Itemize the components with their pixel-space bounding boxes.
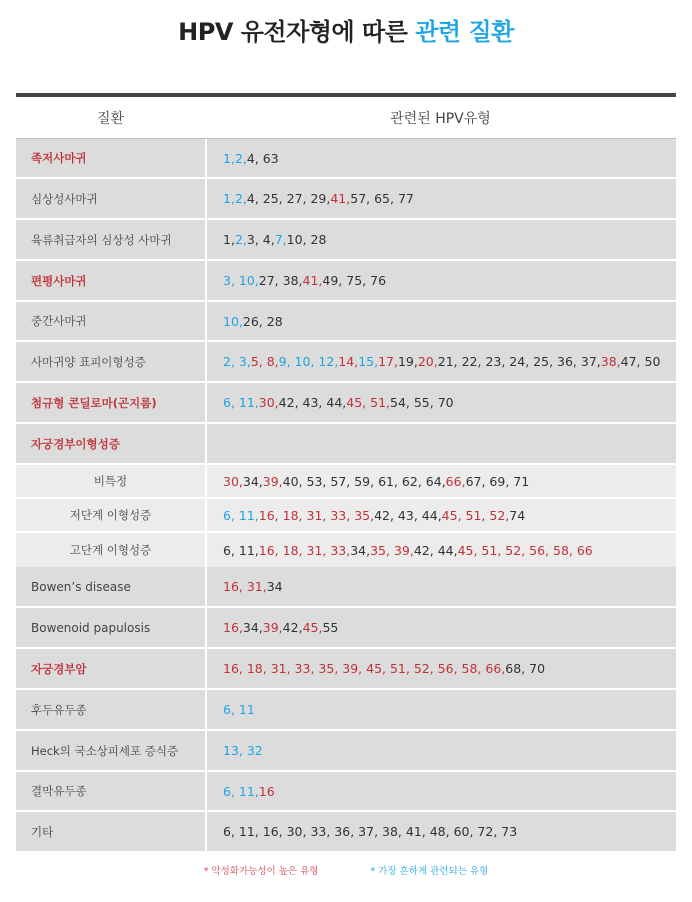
hpv-type-segment: 6, 11, (223, 783, 259, 799)
hpv-type-segment: 6, 11, (223, 542, 259, 558)
disease-name: Bowen’s disease (16, 567, 207, 606)
hpv-type-segment: 16 (258, 783, 275, 799)
hpv-type-segment: 30, (258, 395, 279, 410)
hpv-type-segment: 45, 51, (346, 395, 390, 410)
hpv-type-segment: 42, 44, (413, 542, 458, 558)
hpv-type-segment: 41, (330, 191, 351, 206)
hpv-type-segment: 41, (302, 273, 323, 288)
table-row (16, 690, 676, 731)
hpv-type-segment: 34 (266, 579, 283, 594)
disease-name: 족저사마귀 (16, 139, 207, 177)
hpv-type-list (207, 139, 676, 177)
hpv-type-segment: 19, (397, 354, 418, 369)
hpv-type-segment: 34, (242, 620, 263, 635)
hpv-type-list (207, 499, 676, 531)
hpv-type-list (207, 567, 676, 606)
hpv-type-segment: 21, 22, 23, 24, 25, 36, 37, (437, 354, 601, 369)
legend (0, 863, 692, 877)
hpv-type-segment: 39, (262, 473, 283, 489)
hpv-type-segment: 30, (223, 473, 243, 489)
page-title (0, 12, 692, 47)
hpv-type-segment: 1, (223, 150, 235, 166)
hpv-type-segment: 74 (509, 507, 526, 523)
hpv-type-segment: 49, 75, 76 (322, 273, 387, 288)
hpv-type-list (207, 608, 676, 647)
hpv-type-segment: 2, (234, 191, 247, 206)
hpv-type-segment: 4, 25, 27, 29, (246, 191, 331, 206)
disease-name: 자궁경부암 (16, 649, 207, 688)
hpv-type-segment: 47, 50 (620, 354, 661, 369)
hpv-type-list (207, 649, 676, 688)
table-row (16, 424, 676, 465)
hpv-type-list (207, 533, 676, 567)
hpv-type-list (207, 731, 676, 770)
hpv-type-segment: 57, 65, 77 (350, 191, 414, 206)
table-row (16, 139, 676, 179)
hpv-type-segment: 68, 70 (505, 661, 546, 676)
hpv-type-segment: 35, 39, (370, 542, 414, 558)
hpv-type-segment: 16, (223, 620, 243, 635)
table-row (16, 220, 676, 261)
disease-name: 첨규형 콘딜로마(곤지름) (16, 383, 207, 422)
table-row (16, 649, 676, 690)
hpv-type-segment: 7, (274, 232, 287, 247)
hpv-type-list (207, 342, 676, 381)
hpv-type-segment: 6, 11, (223, 395, 259, 410)
hpv-type-segment: 1, (223, 191, 235, 206)
table-row (16, 465, 676, 499)
hpv-type-segment: 3, 4, (246, 232, 275, 247)
hpv-type-list (207, 220, 676, 259)
hpv-type-list (207, 772, 676, 810)
hpv-type-segment: 66, (445, 473, 466, 489)
hpv-type-segment: 45, 51, 52, (441, 507, 510, 523)
hpv-type-segment: 6, 11 (223, 702, 255, 717)
hpv-type-segment: 38, (600, 354, 621, 369)
hpv-type-segment: 54, 55, 70 (390, 395, 454, 410)
hpv-type-segment: 2, 3, (223, 354, 251, 369)
title-prefix: HPV 유전자형에 따른 (178, 18, 416, 46)
disease-name: 자궁경부이형성증 (16, 424, 207, 463)
disease-name: 기타 (16, 812, 207, 851)
hpv-type-segment: 10, (223, 313, 243, 329)
hpv-type-list (207, 302, 676, 340)
hpv-type-list (207, 690, 676, 729)
hpv-type-segment: 34, (242, 473, 263, 489)
hpv-disease-table (16, 93, 676, 853)
header-hpv-types: 관련된 HPV유형 (390, 110, 491, 127)
table-row (16, 772, 676, 812)
hpv-type-segment: 34, (350, 542, 371, 558)
hpv-type-segment: 26, 28 (242, 313, 283, 329)
hpv-type-list (207, 179, 676, 218)
table-row (16, 567, 676, 608)
hpv-type-segment: 17, (378, 354, 398, 369)
table-row (16, 812, 676, 853)
hpv-type-segment: 42, (282, 620, 303, 635)
table-row (16, 179, 676, 220)
hpv-type-list (207, 465, 676, 497)
table-row (16, 608, 676, 649)
legend-blue-note: * 가장 흔하게 관련되는 유형 (370, 866, 489, 877)
hpv-type-list (207, 812, 676, 851)
disease-name: Bowenoid papulosis (16, 608, 207, 647)
hpv-type-segment: 55 (322, 620, 339, 635)
hpv-type-list (207, 424, 676, 463)
table-header (16, 97, 676, 139)
table-row (16, 533, 676, 567)
hpv-type-list (207, 383, 676, 422)
table-row (16, 302, 676, 342)
title-highlight: 관련 질환 (415, 18, 514, 46)
disease-name: 육류취급자의 심상성 사마귀 (16, 220, 207, 259)
hpv-type-segment: 67, 69, 71 (465, 473, 530, 489)
hpv-type-list (207, 261, 676, 300)
table-row (16, 342, 676, 383)
hpv-type-segment: 14, (338, 354, 359, 369)
table-row (16, 383, 676, 424)
hpv-type-segment: 5, 8, (250, 354, 279, 369)
disease-name: 결막유두종 (16, 772, 207, 810)
hpv-type-segment: 6, 11, (223, 507, 259, 523)
hpv-type-segment: 15, (358, 354, 379, 369)
hpv-type-segment: 40, 53, 57, 59, 61, 62, 64, (282, 473, 446, 489)
hpv-type-segment: 10, 28 (286, 232, 327, 247)
hpv-type-segment: 20, (417, 354, 438, 369)
table-row (16, 261, 676, 302)
table-row (16, 731, 676, 772)
hpv-type-segment: 2, (234, 232, 247, 247)
hpv-type-segment: 42, 43, 44, (278, 395, 347, 410)
legend-red-note: * 악성화가능성이 높은 유형 (203, 866, 319, 877)
hpv-type-segment: 16, 18, 31, 33, (258, 542, 351, 558)
disease-name: 사마귀양 표피이형성증 (16, 342, 207, 381)
hpv-type-segment: 2, (234, 150, 247, 166)
header-disease: 질환 (96, 110, 125, 127)
disease-name: Heck의 국소상피세포 증식증 (16, 731, 207, 770)
hpv-type-segment: 3, 10, (223, 273, 259, 288)
table-row (16, 499, 676, 533)
disease-name: 후두유두종 (16, 690, 207, 729)
disease-name: 저단계 이형성증 (16, 499, 207, 531)
disease-name: 중간사마귀 (16, 302, 207, 340)
hpv-type-segment: 4, 63 (246, 150, 279, 166)
hpv-type-segment: 16, 31, (223, 579, 267, 594)
disease-name: 비특정 (16, 465, 207, 497)
hpv-type-segment: 6, 11, 16, 30, 33, 36, 37, 38, 41, 48, 60, 72, 73 (223, 824, 518, 839)
hpv-type-segment: 39, (262, 620, 283, 635)
hpv-type-segment: 16, 18, 31, 33, 35, 39, 45, 51, 52, 56, 58, 66, (223, 661, 506, 676)
hpv-type-segment: 13, 32 (223, 743, 263, 758)
hpv-type-segment: 9, 10, 12, (278, 354, 339, 369)
hpv-type-segment: 45, 51, 52, 56, 58, 66 (457, 542, 593, 558)
disease-name: 심상성사마귀 (16, 179, 207, 218)
hpv-type-segment: 45, (302, 620, 323, 635)
hpv-type-segment: 27, 38, (258, 273, 303, 288)
hpv-type-segment: 42, 43, 44, (374, 507, 442, 523)
hpv-type-segment: 16, 18, 31, 33, 35, (258, 507, 375, 523)
table-body (16, 139, 676, 853)
hpv-type-segment: 1, (223, 232, 235, 247)
disease-name: 고단계 이형성증 (16, 533, 207, 567)
disease-name: 편평사마귀 (16, 261, 207, 300)
